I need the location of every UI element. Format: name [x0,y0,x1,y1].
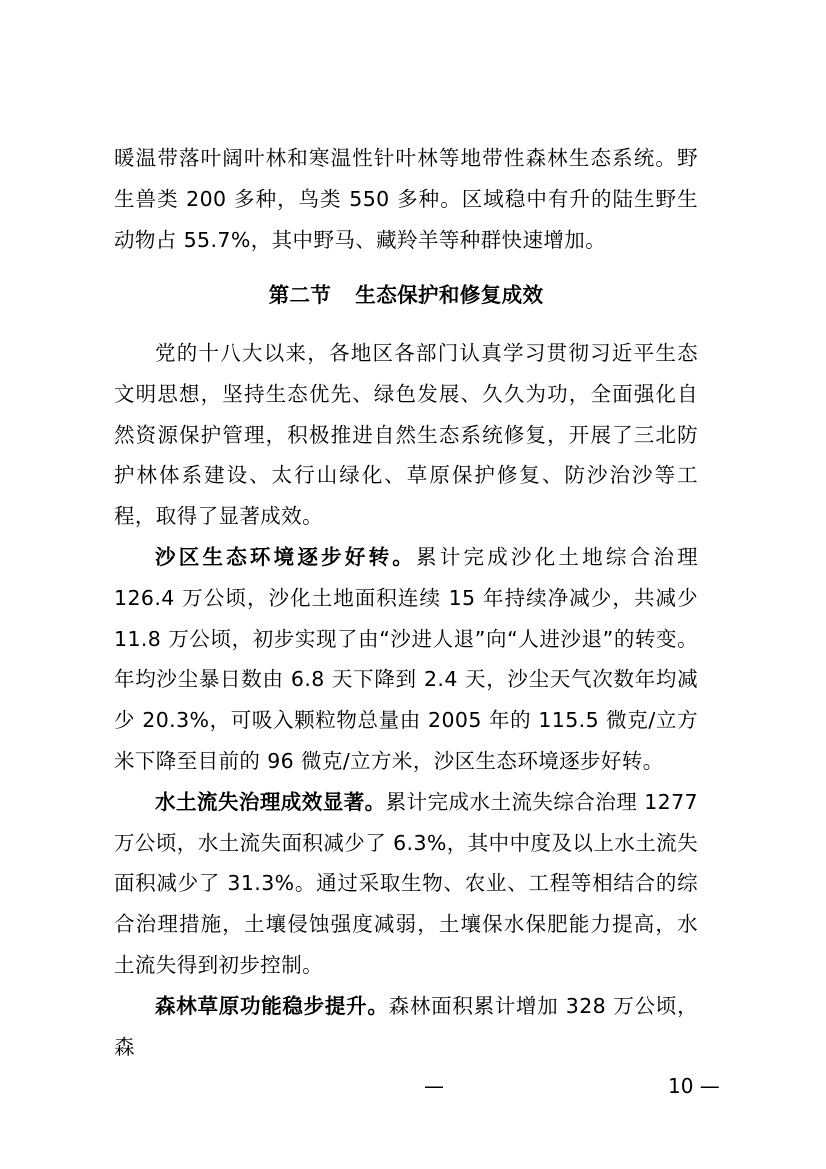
section-number: 第二节 [268,283,332,307]
paragraph-soil-erosion-body: 累计完成水土流失综合治理 1277 万公顷，水土流失面积减少了 6.3%，其中中度及以上水土流失面积减少了 31.3%。通过采取生物、农业、工程等相结合的综合治理措施，土壤侵蚀强度减弱，土壤保水保肥能力提高，水土流失得到初步控制。 [114,789,698,977]
page-number: 10 — [668,1074,720,1098]
section-title: 生态保护和修复成效 [355,283,544,307]
paragraph-forest-grassland [114,986,698,1068]
paragraph-ecosystems: 暖温带落叶阔叶林和寒温性针叶林等地带性森林生态系统。野生兽类 200 多种，鸟类 550 多种。区域稳中有升的陆生野生动物占 55.7%，其中野马、藏羚羊等种群快速增加。 [114,146,698,252]
paragraph-soil-erosion [114,782,698,986]
paragraph-intro: 党的十八大以来，各地区各部门认真学习贯彻习近平生态文明思想，坚持生态优先、绿色发展、久久为功，全面强化自然资源保护管理，积极推进自然生态系统修复，开展了三北防护林体系建设、太行山绿化、草原保护修复、防沙治沙等工程，取得了显著成效。 [114,341,698,529]
section-heading [114,280,698,310]
paragraph-desert [114,537,698,782]
paragraph-desert-lead: 沙区生态环境逐步好转。 [155,544,417,569]
footer-dash: — [424,1074,444,1098]
paragraph-soil-erosion-lead: 水土流失治理成效显著。 [155,789,386,814]
paragraph-forest-grassland-body: 森林面积累计增加 328 万公顷，森 [114,993,698,1059]
body-block-main [114,333,698,1067]
paragraph-forest-grassland-lead: 森林草原功能稳步提升。 [155,993,389,1018]
body-block-top [114,138,698,260]
paragraph-desert-body: 累计完成沙化土地综合治理 126.4 万公顷，沙化土地面积连续 15 年持续净减少，共减少 11.8 万公顷，初步实现了由“沙进人退”向“人进沙退”的转变。年均沙尘暴日数由 6.8 天下降到 2.4 天，沙尘天气次数年均减少 20.3%，可吸入颗粒物总量由 2005 年的 115.5 微克/立方米下降至目前的 96 微克/立方米，沙区生态环境逐步好转。 [114,544,698,773]
